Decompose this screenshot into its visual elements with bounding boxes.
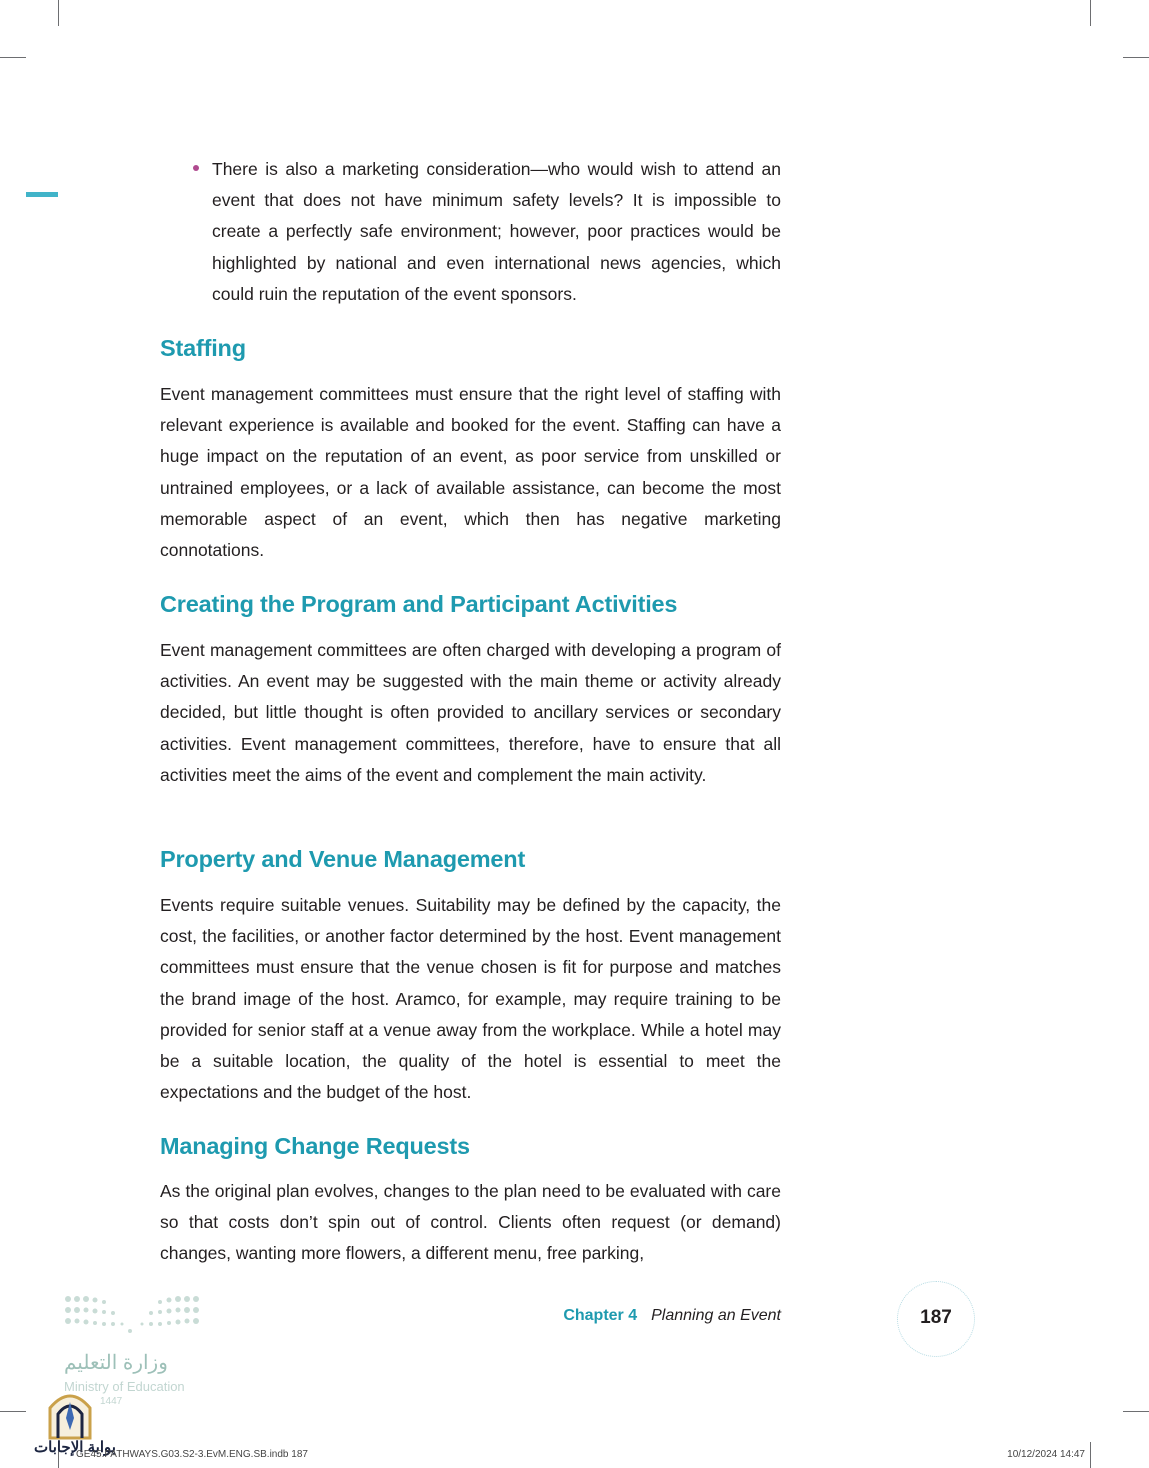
section-body-program bbox=[160, 635, 781, 791]
section-paragraph: Event management committees are often charged with developing a program of activities. An event may be suggested with the main theme or activity already decided, but little thought is often provided to ancillary services or secondary activities. Event management committees, therefore, have to ensure that all activities meet the aims of the event and complement the main activity. bbox=[160, 640, 781, 785]
page-number: 187 bbox=[920, 1307, 952, 1328]
crop-mark bbox=[58, 0, 59, 26]
bawaba-watermark-text: بوابة الإجابات bbox=[34, 1439, 116, 1456]
crop-mark bbox=[0, 1411, 26, 1412]
section-paragraph: As the original plan evolves, changes to the plan need to be evaluated with care so that costs don’t spin out of control. Clients often request (or demand) changes, wanting more flowers, a different menu, free parking, bbox=[160, 1181, 781, 1264]
ministry-name-english: Ministry of Education bbox=[64, 1379, 185, 1394]
crop-mark bbox=[1123, 1411, 1149, 1412]
section-body-staffing bbox=[160, 379, 781, 566]
ministry-logo-dots-icon bbox=[62, 1293, 202, 1337]
bullet-dot bbox=[193, 165, 199, 171]
crop-mark bbox=[1090, 1442, 1091, 1468]
bullet-item bbox=[212, 154, 781, 310]
print-slug-file: GE45.PATHWAYS.G03.S2-3.EvM.ENG.SB.indb 187 bbox=[76, 1449, 308, 1460]
section-heading-venue: Property and Venue Management bbox=[160, 846, 526, 872]
footer-chapter-label: Chapter 4 bbox=[563, 1307, 638, 1324]
running-footer bbox=[563, 1307, 781, 1325]
crop-mark bbox=[1123, 57, 1149, 58]
section-heading-change-requests: Managing Change Requests bbox=[160, 1133, 470, 1159]
section-body-change-requests bbox=[160, 1176, 781, 1270]
ministry-year: 1447 bbox=[100, 1396, 123, 1407]
section-body-venue bbox=[160, 890, 781, 1108]
section-heading-staffing: Staffing bbox=[160, 335, 246, 361]
section-paragraph: Events require suitable venues. Suitability may be defined by the capacity, the cost, the facilities, or another factor determined by the host. Event management committees must ensure that the venue chosen is fit for purpose and matches the brand image of the host. Aramco, for example, may require training to be provided for senior staff at a venue away from the workplace. While a hotel may be a suitable location, the quality of the hotel is essential to meet the expectations and the budget of the host. bbox=[160, 895, 781, 1103]
bawaba-logo-icon bbox=[44, 1388, 96, 1440]
crop-mark bbox=[0, 57, 26, 58]
bullet-text: There is also a marketing consideration—who would wish to attend an event that does not have minimum safety levels? It is impossible to create a perfectly safe environment; however, poor practices would be highlighted by national and even international news agencies, which could ruin the reputation of the event sponsors. bbox=[212, 159, 781, 304]
section-paragraph: Event management committees must ensure that the right level of staffing with relevant experience is available and booked for the event. Staffing can have a huge impact on the reputation of an event, as poor service from unskilled or untrained employees, or a lack of available assistance, can become the most memorable aspect of an event, which then has negative marketing connotations. bbox=[160, 384, 781, 561]
section-heading-program: Creating the Program and Participant Activities bbox=[160, 591, 678, 617]
print-slug-date: 10/12/2024 14:47 bbox=[1007, 1449, 1085, 1460]
crop-mark bbox=[1090, 0, 1091, 26]
footer-chapter-title: Planning an Event bbox=[651, 1307, 781, 1324]
ministry-name-arabic: وزارة التعليم bbox=[64, 1352, 168, 1374]
section-tab-marker bbox=[26, 192, 58, 197]
